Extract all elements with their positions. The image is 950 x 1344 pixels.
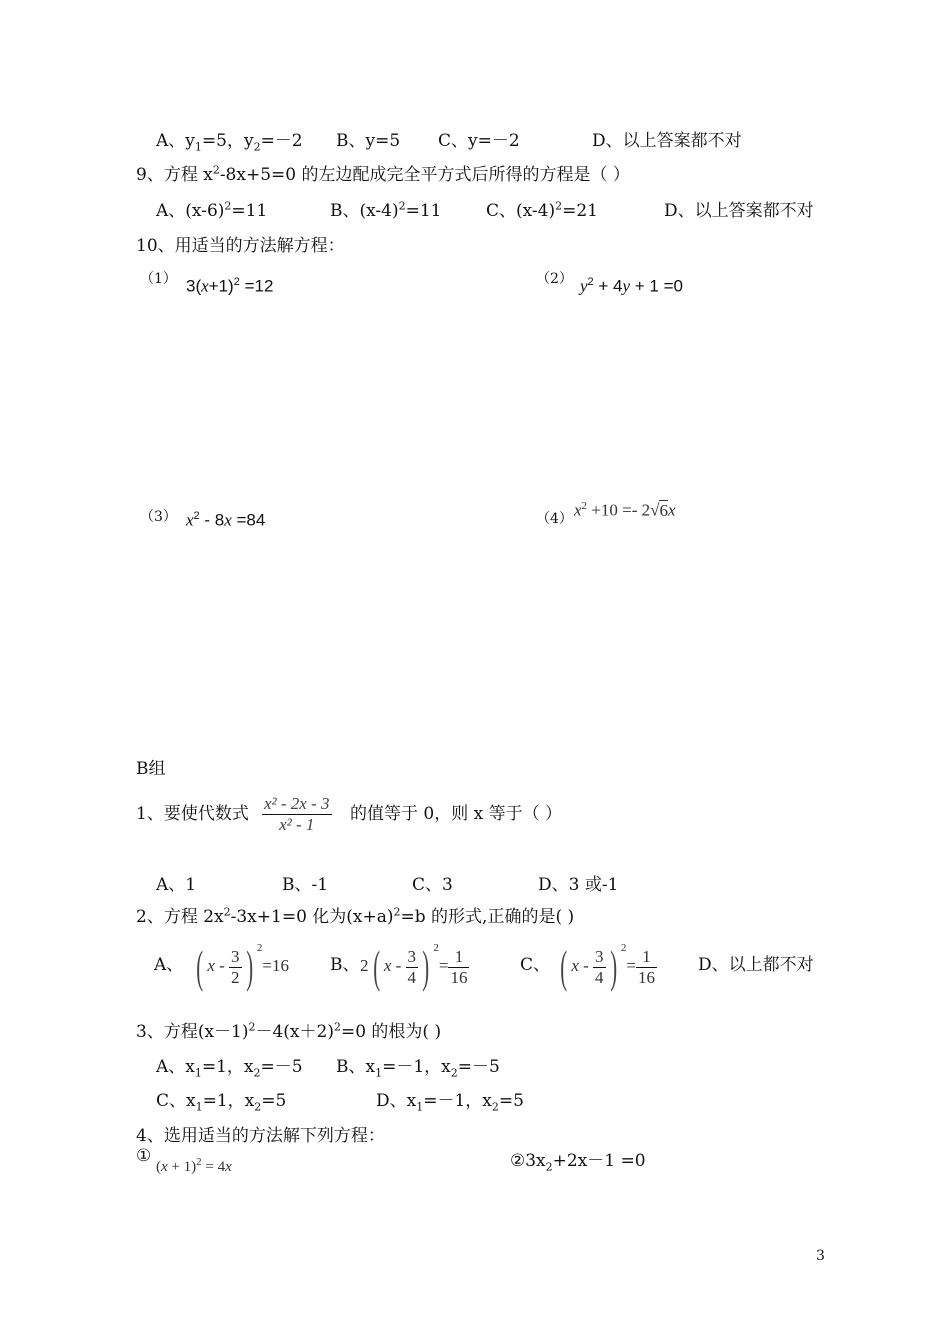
group-b-title: B组 [136, 759, 166, 779]
q9-option-a: A、$(x-6)^2=11$ [156, 199, 268, 221]
b-q2-option-d: D、以上都不对 [698, 955, 814, 975]
q8-option-d: D、以上答案都不对 [592, 131, 742, 151]
b-q1-option-a: A、1 [156, 875, 197, 895]
q9-stem: 9、方程 $x^2-8x+5=0$ 的左边配成完全平方式后所得的方程是（ ） [136, 163, 630, 185]
q8-option-c: C、y=－2 [438, 131, 520, 151]
b-q4-part1-label: ① [136, 1146, 152, 1166]
b-q4-stem: 4、选用适当的方法解下列方程： [136, 1126, 385, 1146]
b-q3-option-d: D、$x_1=-1$，$x_2=5$ [376, 1091, 524, 1114]
b-q3-option-c: C、$x_1=1$，$x_2=5$ [156, 1091, 287, 1114]
sqrt-sign: √ [650, 500, 660, 520]
b-q2-stem: 2、方程 $2x^2-3x+1=0$ 化为$(x+a)^2=b$ 的形式,正确的是( ) [136, 905, 575, 927]
b-q4-part2-equation: $②3x_2+2x-1 =0$ [510, 1151, 646, 1174]
b-q2-option-a-expr: ( x - $\frac{3}{2}$ ) $^2$=16 [196, 941, 289, 993]
q8-option-b: B、y=5 [336, 131, 401, 151]
b-q2-option-c-label: C、 [520, 955, 551, 975]
b-q3-stem: 3、方程$(x-1)^2-4(x+2)^2=0$ 的根为( ) [136, 1020, 442, 1042]
b-q1-fraction: $\frac{\text{x² - 2x - 3}}{\text{x² - 1}}$ [264, 794, 330, 834]
b-q2-option-c-expr: ( x - $\frac{3}{4}$ ) $^2$= $\frac{1}{16}$ [560, 941, 655, 993]
q10-part2-equation: $y^2 + 4y + 1 =0$ [580, 276, 683, 296]
q10-part3-equation: $x^2 - 8x =84$ [186, 510, 266, 530]
b-q1-option-d: D、3 或-1 [538, 875, 619, 895]
q10-part1-equation: $3(x+1)^2 =12$ [186, 276, 274, 296]
q10-part3-label: （3） [140, 509, 177, 525]
page-number: 3 [816, 1248, 825, 1264]
q10-part4-equation: $x^2 +10 =- 2√6x$ [574, 500, 676, 520]
b-q3-option-b: B、$x_1=-1$，$x_2=-5$ [336, 1057, 500, 1080]
q10-part4-label: （4） [536, 511, 573, 527]
b-q2-option-b-label: B、 [330, 955, 360, 975]
b-q1-option-c: C、3 [412, 875, 453, 895]
q10-part2-label: （2） [536, 271, 573, 287]
b-q1-stem-post: 的值等于 0，则 x 等于（ ） [350, 804, 563, 824]
b-q2-option-b-expr: 2( x - $\frac{3}{4}$ ) $^2$= $\frac{1}{16}$ [360, 941, 468, 993]
b-q1-stem-pre: 1、要使代数式 [136, 804, 249, 824]
q8-option-a: A、$y_1=5$，$y_2=-2$ [156, 131, 303, 154]
b-q1-option-b: B、-1 [282, 875, 329, 895]
q9-option-c: C、$(x-4)^2=21$ [486, 199, 599, 221]
q10-part1-label: （1） [140, 271, 177, 287]
q9-option-d: D、以上答案都不对 [664, 201, 814, 221]
b-q3-option-a: A、$x_1=1$，$x_2=-5$ [156, 1057, 303, 1080]
b-q2-option-a-label: A、 [154, 955, 184, 975]
q10-stem: 10、用适当的方法解方程： [136, 236, 345, 256]
q9-option-b: B、$(x-4)^2=11$ [330, 199, 442, 221]
b-q4-part1-equation: $(x + 1)^2 = 4x$ [156, 1156, 232, 1175]
